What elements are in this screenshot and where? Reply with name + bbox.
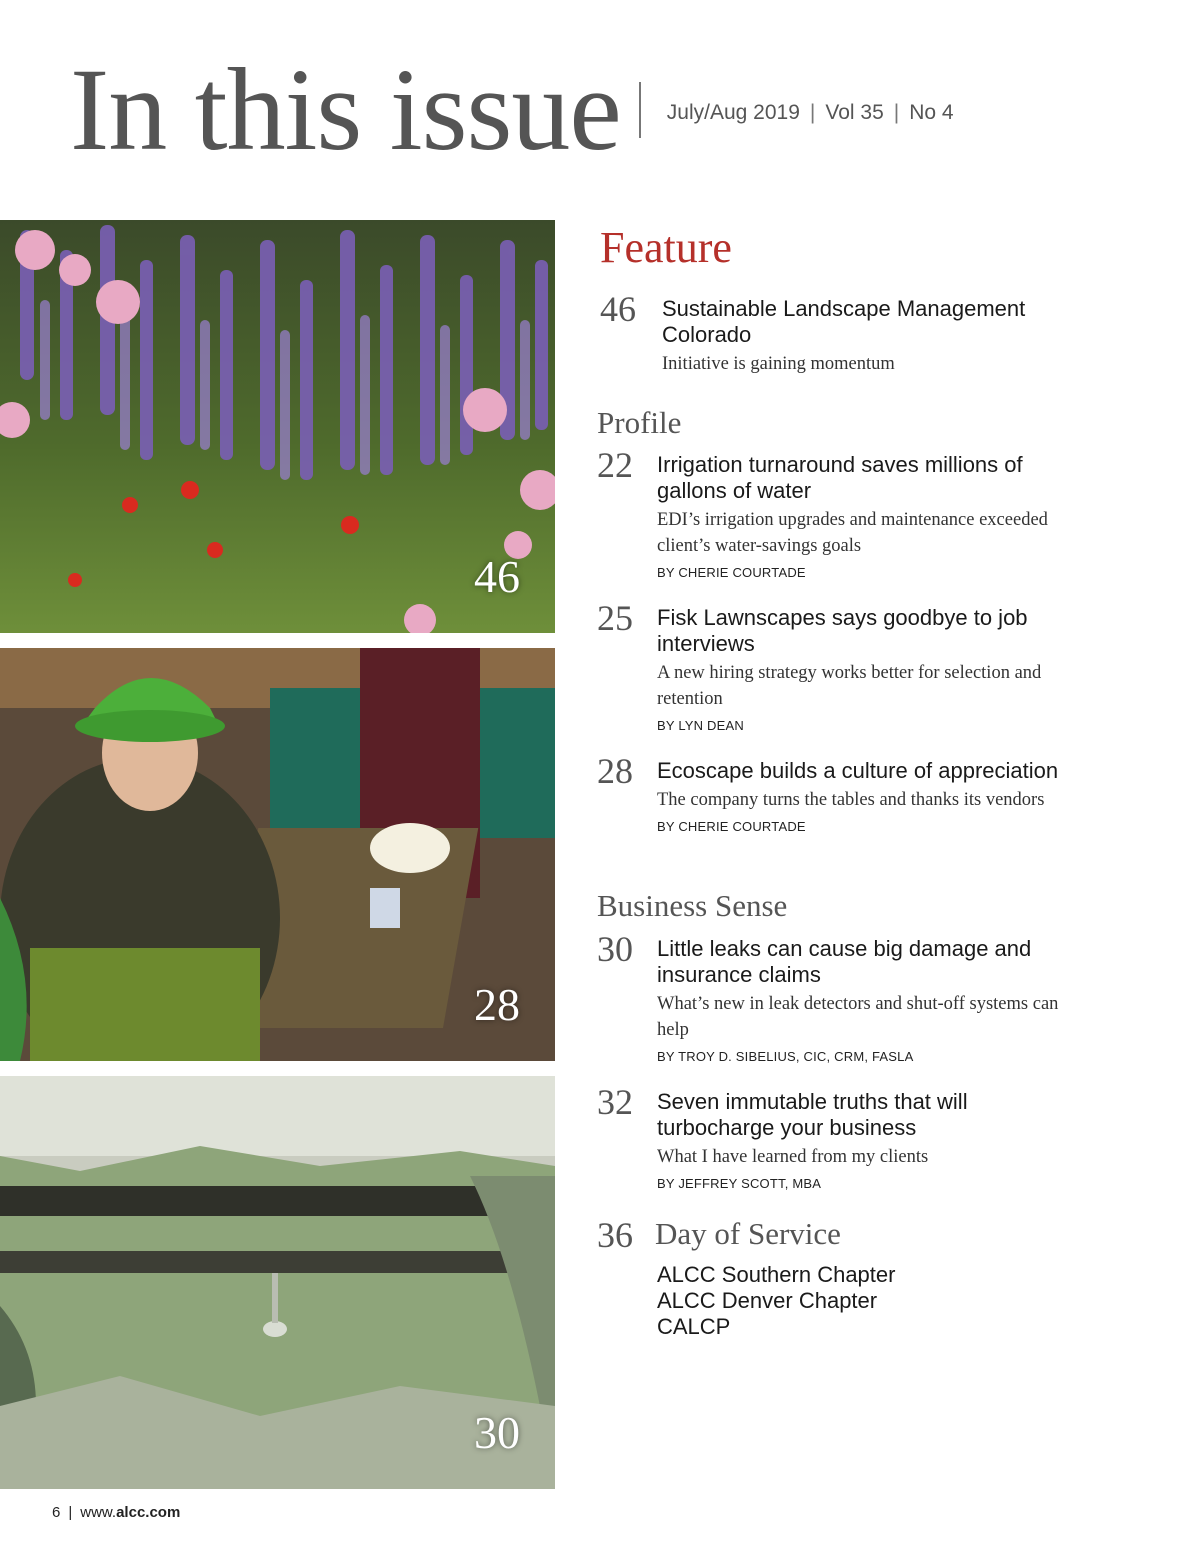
issue-meta — [667, 101, 954, 125]
entry-subtitle: The company turns the tables and thanks its vendors — [657, 790, 1045, 810]
entry-page-number: 32 — [597, 1082, 633, 1122]
toc-entry[interactable] — [597, 929, 1157, 1064]
entry-subtitle: What’s new in leak detectors and shut-off systems can help — [657, 994, 1059, 1040]
entry-page-number: 46 — [600, 289, 636, 329]
issue-number: No 4 — [909, 101, 954, 124]
entry-page-number: 22 — [597, 445, 633, 485]
entry-page-number: 25 — [597, 598, 633, 638]
toc-entry[interactable] — [597, 751, 1157, 834]
page-title: In this issue — [70, 44, 621, 175]
day-of-service-list — [657, 1262, 895, 1340]
masthead — [70, 40, 954, 180]
entry-subtitle: What I have learned from my clients — [657, 1147, 929, 1167]
entry-page-number: 28 — [597, 751, 633, 791]
footer-divider: | — [68, 1504, 73, 1521]
section-heading-profile: Profile — [597, 405, 682, 440]
list-item[interactable]: ALCC Denver Chapter — [657, 1288, 878, 1313]
photo-page-number: 28 — [474, 979, 520, 1030]
page-footer — [52, 1504, 180, 1521]
entry-title[interactable]: Ecoscape builds a culture of appreciation — [657, 758, 1059, 783]
issue-date: July/Aug 2019 — [666, 101, 800, 124]
meta-divider: | — [809, 101, 816, 124]
list-item[interactable]: ALCC Southern Chapter — [657, 1262, 896, 1287]
toc-entry[interactable] — [597, 289, 1157, 377]
list-item[interactable]: CALCP — [657, 1314, 731, 1339]
website-link[interactable] — [80, 1504, 180, 1521]
entry-byline: BY CHERIE COURTADE — [657, 819, 806, 834]
toc-entry[interactable] — [597, 1082, 1157, 1191]
entry-subtitle: Initiative is gaining momentum — [662, 354, 895, 374]
entry-byline: BY CHERIE COURTADE — [657, 565, 806, 580]
entry-byline: BY TROY D. SIBELIUS, CIC, CRM, FASLA — [657, 1049, 914, 1064]
section-heading-day-of-service[interactable]: Day of Service — [655, 1216, 841, 1251]
entry-title[interactable]: Sustainable Landscape Management Colorado — [662, 296, 1026, 347]
toc-entry[interactable] — [597, 598, 1157, 733]
entry-title[interactable]: Irrigation turnaround saves millions of gallons of water — [657, 452, 1023, 503]
masthead-divider — [639, 82, 641, 138]
section-heading-business-sense: Business Sense — [597, 888, 788, 923]
issue-volume: Vol 35 — [825, 101, 884, 124]
leak-money-image — [0, 1076, 555, 1489]
toc-entry[interactable] — [597, 445, 1157, 580]
page-number: 6 — [52, 1504, 61, 1521]
url-domain: alcc.com — [116, 1504, 181, 1521]
entry-title[interactable]: Fisk Lawnscapes says goodbye to job interviews — [657, 605, 1028, 656]
section-heading-feature: Feature — [600, 223, 732, 272]
entry-byline: BY LYN DEAN — [657, 718, 744, 733]
url-prefix: www. — [80, 1504, 117, 1521]
entry-page-number: 36 — [597, 1215, 633, 1255]
flower-garden-photo — [0, 220, 555, 633]
woman-in-green-hat-photo — [0, 648, 555, 1061]
entry-subtitle: EDI’s irrigation upgrades and maintenance exceeded client’s water-savings goals — [657, 510, 1048, 556]
torn-dollar-bill-leak-photo — [0, 1076, 555, 1489]
meta-divider: | — [893, 101, 900, 124]
entry-page-number: 30 — [597, 929, 633, 969]
appreciation-event-image — [0, 648, 555, 1061]
photo-page-number: 30 — [474, 1407, 520, 1458]
flower-garden-image — [0, 220, 555, 633]
photo-page-number: 46 — [474, 551, 520, 602]
entry-title[interactable]: Seven immutable truths that will turbocharge your business — [657, 1089, 968, 1140]
entry-title[interactable]: Little leaks can cause big damage and insurance claims — [657, 936, 1032, 987]
entry-byline: BY JEFFREY SCOTT, MBA — [657, 1176, 822, 1191]
entry-subtitle: A new hiring strategy works better for selection and retention — [657, 663, 1042, 709]
